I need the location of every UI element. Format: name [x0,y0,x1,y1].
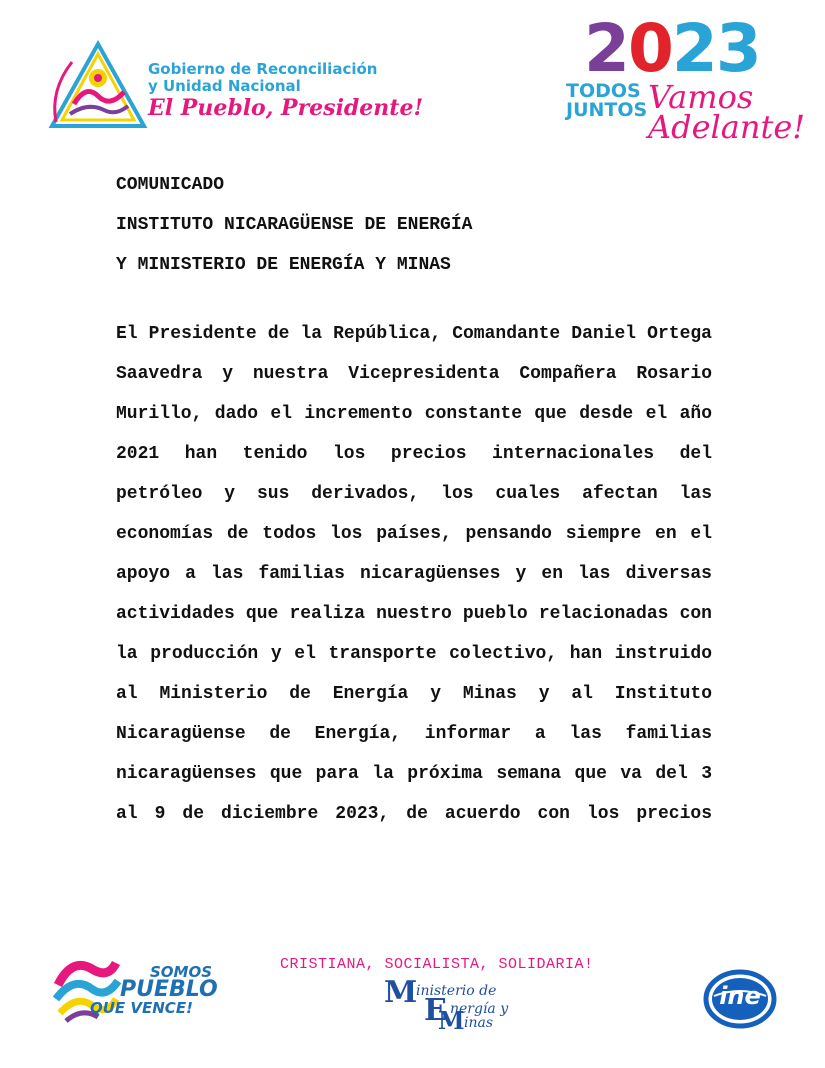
que-vence-text: QUE VENCE! [90,999,193,1017]
ine-text: ine [719,982,761,1010]
government-logo [48,40,424,135]
pueblo-text: PUEBLO [120,977,218,1002]
vamos-adelante-text: Vamos Adelante! [648,78,806,146]
gov-name-line2: y Unidad Nacional [148,77,301,95]
heading-line-institute: INSTITUTO NICARAGÜENSE DE ENERGÍA [116,215,473,235]
document-body: El Presidente de la República, Comandante Daniel Ortega Saavedra y nuestra Vicepresidenta Compañera Rosario Murillo, dado el incremento constante que desde el año 2021 han tenido los precios internacionales del petróleo y sus derivados, los cuales afectan las economías de todos los países, pensando siempre en el apoyo a las familias nicaragüenses y en las diversas actividades que realiza nuestro pueblo relacionadas con la producción y el transporte colectivo, han instruido al Ministerio de Energía y Minas y al Instituto Nicaragüense de Energía, informar a las familias nicaragüenses que para la próxima semana que va del 3 al 9 de diciembre 2023, de acuerdo con los precios [116,324,712,824]
gov-slogan: El Pueblo, Presidente! [148,95,424,121]
todos-juntos-text: TODOS JUNTOS [566,80,648,121]
triangle-seal-icon [48,40,148,135]
gov-name-line1: Gobierno de Reconciliación [148,60,378,78]
document-heading [116,170,472,290]
ministerio-energia-minas-logo: M inisterio de E nergía y M inas [384,975,509,1035]
todos-juntos-2023-logo [566,10,806,147]
heading-line-ministry: Y MINISTERIO DE ENERGÍA Y MINAS [116,255,451,275]
somos-pueblo-logo [52,955,218,1025]
ine-logo [702,968,778,1030]
footer-slogan: CRISTIANA, SOCIALISTA, SOLIDARIA! [280,956,594,973]
somos-text: SOMOS [150,963,213,981]
year-2023: 2023 [584,10,760,87]
heading-line-comunicado: COMUNICADO [116,175,225,195]
star-digit: 0 [627,10,672,87]
